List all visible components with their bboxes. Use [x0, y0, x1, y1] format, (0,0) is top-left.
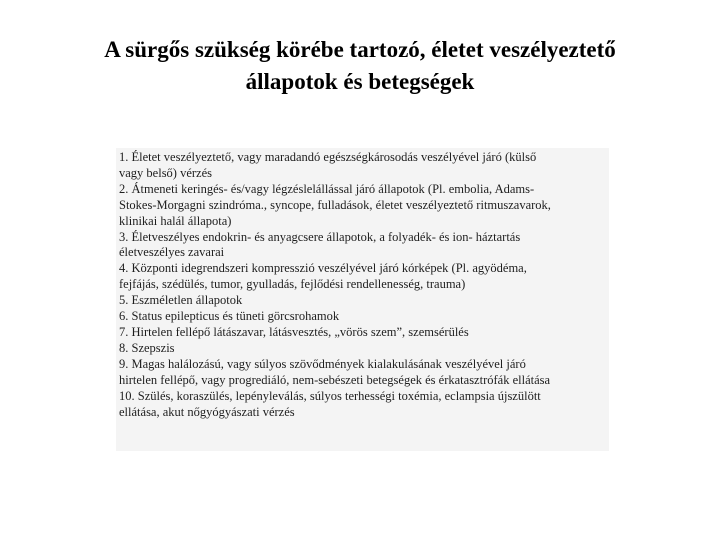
list-line: Stokes-Morgagni szindróma., syncope, fulladások, életet veszélyeztető ritmuszavarok,	[119, 197, 551, 212]
list-line: 1. Életet veszélyeztető, vagy maradandó egészségkárosodás veszélyével járó (külső	[119, 150, 537, 164]
list-line: életveszélyes zavarai	[119, 245, 225, 260]
slide-title-line-2: állapotok és betegségek	[245, 69, 475, 94]
list-line: vagy belső) vérzés	[119, 165, 213, 180]
list-line: 9. Magas halálozású, vagy súlyos szövődmények kialakulásának veszélyével járó	[119, 356, 526, 371]
conditions-list-image	[116, 148, 609, 451]
list-line: 2. Átmeneti keringés- és/vagy légzéslelállással járó állapotok (Pl. embolia, Adams-	[119, 181, 535, 196]
list-line: ellátása, akut nőgyógyászati vérzés	[119, 404, 295, 419]
list-line: fejfájás, szédülés, tumor, gyulladás, fejlődési rendellenesség, trauma)	[119, 277, 466, 292]
list-line: hirtelen fellépő, vagy progrediáló, nem-sebészeti betegségek és érkatasztrófák ellátása	[119, 372, 551, 387]
list-line: 5. Eszméletlen állapotok	[119, 293, 243, 308]
list-line: 3. Életveszélyes endokrin- és anyagcsere állapotok, a folyadék- és ion- háztartás	[119, 229, 521, 244]
list-line: 7. Hirtelen fellépő látászavar, látásvesztés, „vörös szem”, szemsérülés	[119, 324, 469, 339]
list-line: klinikai halál állapota)	[119, 213, 232, 228]
slide-title-line-1: A sürgős szükség körébe tartozó, életet veszélyeztető	[104, 37, 616, 62]
list-line: 4. Központi idegrendszeri kompresszió veszélyével járó kórképek (Pl. agyödéma,	[119, 261, 527, 276]
list-line: 8. Szepszis	[119, 340, 175, 355]
list-line: 10. Szülés, koraszülés, lepényleválás, súlyos terhességi toxémia, eclampsia újszülött	[119, 388, 541, 403]
slide-title	[20, 34, 700, 98]
list-line: 6. Status epilepticus és tüneti görcsrohamok	[119, 309, 340, 324]
